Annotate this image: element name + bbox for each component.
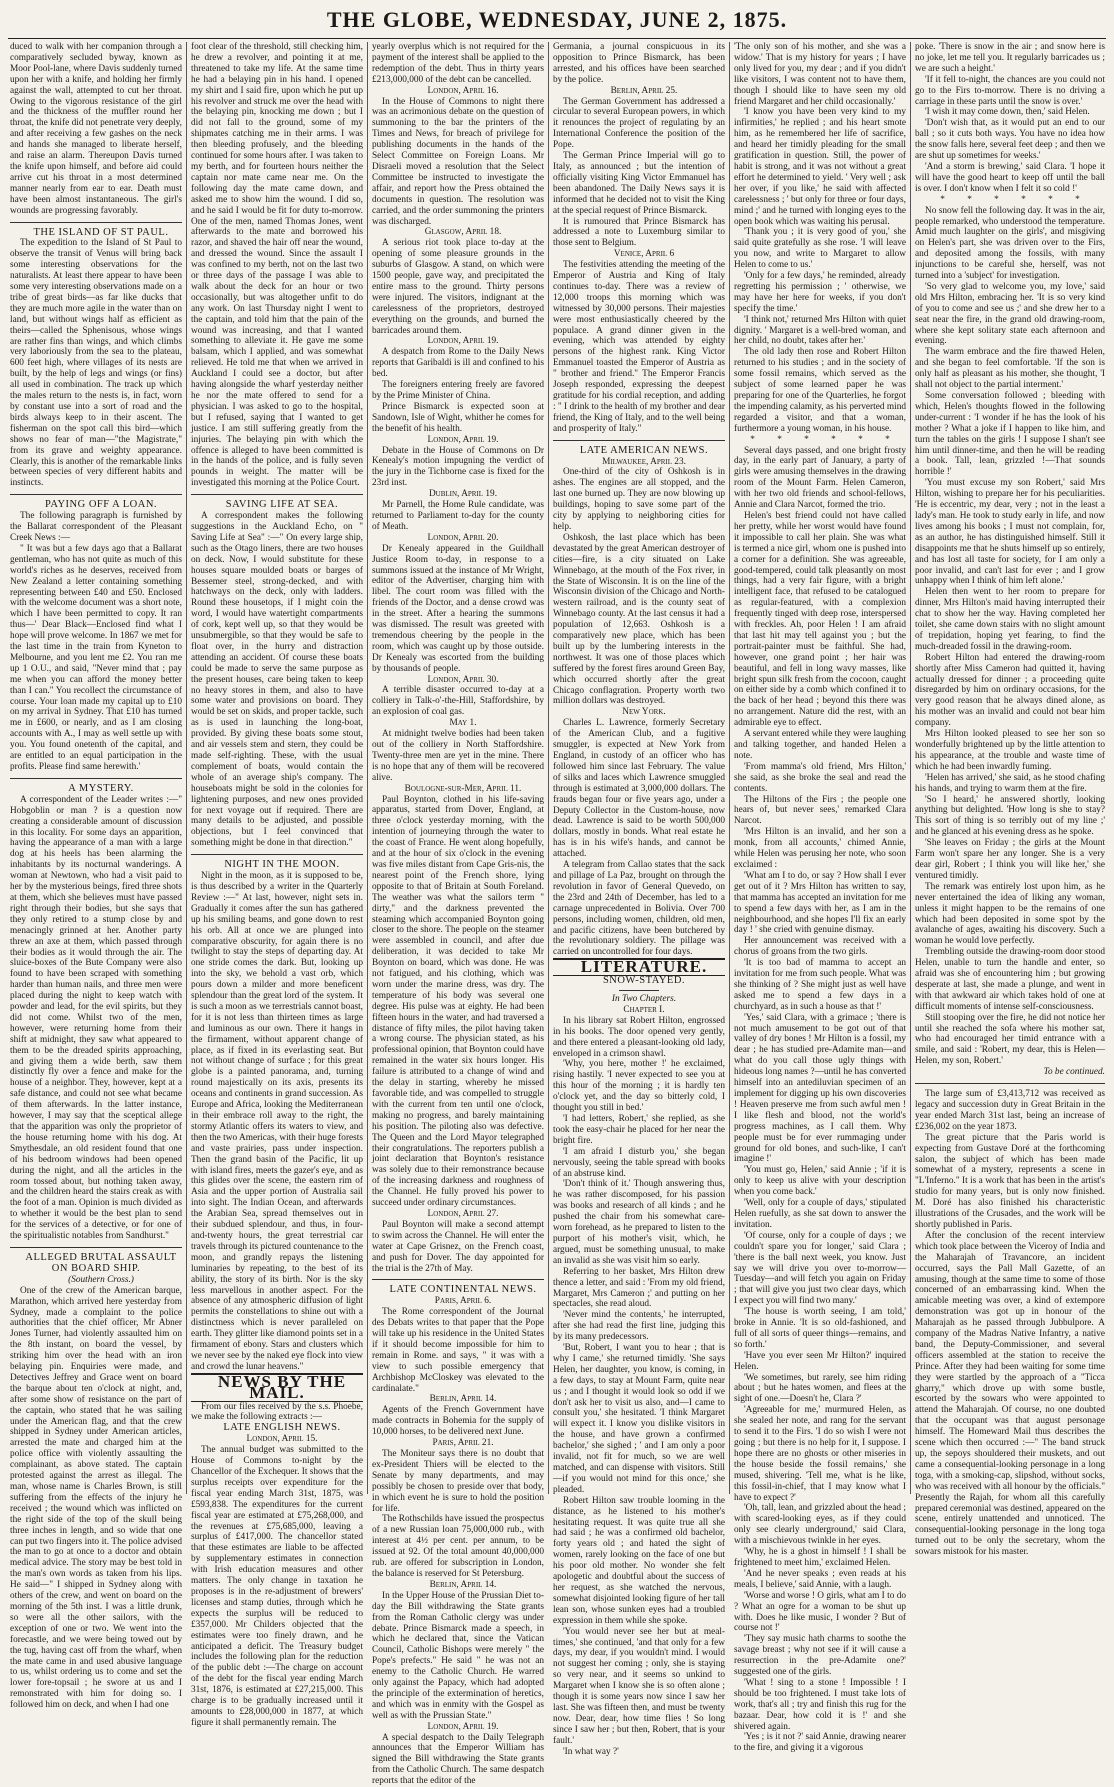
article-text: duced to walk with her companion through a comparatively secluded byway, known as Moor Pool-lane, where Davis suddenly turned upon her with a knife, and holding her firmly against the wall, attempted to cut her throat. Owing to the vigorous resistance of the girl and the thickness of the muffler round her throat, the knife did not penetrate very deeply, and after receiving a few gashes on the neck and hands she managed to liberate herself, and raise an alarm. Thereupon Davis turned the knife upon himself, and before aid could arrive cut his throat in a most determined manner nearly from ear to ear. Death must have been almost instantaneous. The girl's wounds are progressing favorably. xyxy=(10,42,182,216)
article-text: The foreigners entering freely are favored by the Prime Minister of China. xyxy=(372,380,544,401)
divider xyxy=(553,440,725,441)
article-text: 'What ! sing to a stone ! Impossible ! I should be too frightened. I must take lots of work, that's all ; try and finish this rug for the bazaar. Dear, how cold it is !' and she shivered again. xyxy=(734,1677,906,1732)
masthead: THE GLOBE, WEDNESDAY, JUNE 2, 1875. xyxy=(326,7,788,32)
article-text: Paul Boynton will make a second attempt to swim across the Channel. He will enter the water at Cape Grisnez, on the French coast, and push for Dover. The day appointed for the trial is the 27th of May. xyxy=(372,1219,544,1274)
article-text: Helen's best friend could not have called her pretty, while her worst would have found it impossible to call her plain. She was what is termed a nice girl, whom one is pushed into a corner for a definition. She was agreeable, good-tempered, could talk pleasantly on most things, had a very fair figure, with a bright intelligent face, that refused to be catalogued as regular-featured, with a complexion frequently tinged with deep rose, interspersed with freckles. Ah, poor Helen ! I am afraid that last hit may tell against you ; but the portrait-painter must be faithful. She had, however, one grand point ; her hair was beautiful, and fell in long wavy masses, like bright spun silk fresh from the cocoon, caught on either side by a comb which confined it to the back of her head ; beyond this there was no arrangement. Nature did the rest, with an admirable eye to effect. xyxy=(734,510,906,729)
article-text: 'If it fell to-night, the chances are you could not go to the Firs to-morrow. There is no driving a carriage in these parts until the snow is over.' xyxy=(915,74,1105,107)
story-subtitle: In Two Chapters. xyxy=(611,994,677,1005)
article-source: (Southern Cross.) xyxy=(68,1274,134,1285)
article-text: In the Upper House of the Prussian Diet to-day the Bill withdrawing the State grants from the Roman Catholic clergy was under debate. Prince Bismarck made a speech, in which he declared that, since the Vatican Council, Catholic Bishops were merely " the Pope's prefects." He said " he was not an enemy to the Catholic Church. He warred only against the Papacy, which had adopted the principle of the extermination of heretics, and which was in enmity with the Gospel as well as with the Prussian State." xyxy=(372,1590,544,1721)
article-text: A correspondent of the Leader writes :—" Hobgoblin or man ? is a question now creating a considerable amount of discussion in this locality. For some days an apparition, having the appearance of a man with a large dog at his heels has been alarming the inhabitants by its nocturnal wanderings. A woman at Newtown, who had a visit paid to her by the mysterious beings, fired three shots at them, which she believes must have passed right through their bodies, but she says that they only retired to a stump close by and menacingly grinned at her. Another party threw an axe at them, which passed through their bodies as it would through the air. The sluice-boxes of the Bute Company were also found to have been scraped with something harder than human nails, and three men were placed during the night to keep watch with powder and lead, for the evil spirits, but they did not come. Whilst two of the men, however, were returning home from their shift at midnight, they saw what appeared to them to be the dreaded spirits approaching, and giving them a wide berth, saw them distinctly fly over a fence and make for the house of a neighbor. They, however, kept at a safe distance, and could not see what became of them afterwards. In the latter instance, however, I may say that the sceptical allege that the apparition was only the proprietor of the house returning home with his dog. At Smythesdale, an old resident found that one of his bedroom windows had been opened during the night, and all the articles in the room tossed about, but nothing taken away, and the children heard the stairs creak as with the foot of a man. Opinion is much divided as to whether it would be the best plan to send for the services of a detective, or for one of the spiritualistic notables from Sandhurst." xyxy=(10,794,182,1242)
article-text: A serious riot took place to-day at the opening of some pleasure grounds in the suburbs of Glasgow. A stand, on which were 1500 people, gave way, and precipitated the entire mass to the ground. Thirty persons were injured. The visitors, indignant at the carelessness of the proprietors, destroyed everything on the grounds, and burned the barricades around them. xyxy=(372,238,544,336)
article-text: 'In what way ?' xyxy=(563,1746,619,1757)
article-text: poke. 'There is snow in the air ; and snow here is no joke, let me tell you. It regularly barricades us ; we are such a height.' xyxy=(915,42,1105,74)
dateline: Berlin, April 14. xyxy=(429,1579,497,1590)
dateline: London, April 16. xyxy=(427,85,499,96)
article-text: A despatch from Rome to the Daily News reports that Garibaldi is ill and confined to his bed. xyxy=(372,347,544,380)
article-text: The festivities attending the meeting of the Emperor of Austria and King of Italy continues to-day. There was a review of 12,000 troops this morning which was witnessed by 30,000 persons. Their majesties were most enthusiastically cheered by the populace. A grand dinner given in the evening, which was attended by eighty persons of the highest rank. King Victor Emmanuel toasted the Emperor of Austria as " brother and friend." The Emperor Francis Joseph responded, expressing the deepest gratitude for his cordial reception, and adding : " I drink to the health of my brother and dear friend, the King of Italy, and to the well being and prosperity of Italy." xyxy=(553,260,725,434)
column-1 xyxy=(10,42,182,1711)
article-text: 'We sometimes, but rarely, see him riding about ; but he hates women, and flees at the sight of one.—Doesn't he, Clara ?' xyxy=(734,1372,906,1405)
article-text: foot clear of the threshold, still checking him, he drew a revolver, and pointing it at me, threatened to take my life. At the same time he had a belaying pin in his hand. I opened my shirt and I said fire, upon which he put up his revolver and struck me over the head with the belaying pin, knocking me down ; but I did not fall to the ground, some of my shipmates catching me in their arms. I was then bleeding profusely, and the bleeding continued for some hours after. I was taken to my berth, and for fourteen hours neither the captain nor mate came near me. On the following day the mate came down, and asked me to show him the wound. I did so, and he said I would be fit for duty to-morrow. One of the men, named Thomas Jones, went afterwards to the mate and borrowed his razor, and shaved the hair off near the wound, and dressed the wound. Since the assault I was confined to my berth, not on the last two or three days of the passage I was able to walk about the deck for an hour or two occasionally, but was altogether unfit to do any work. On last Thursday night I went to the captain, and told him that the pain of the wound was increasing, and that I wanted something to alleviate it. He gave me some balsam, which I applied, and was somewhat relieved. He told me that when we arrived in Auckland I could see a doctor, but after having alongside the wharf yesterday neither he nor the mate offered to send for a physician. I was asked to go to the hospital, but I refused, saying that I wanted to get justice. I am still suffering greatly from the injuries. The belaying pin with which the offence is alleged to have been committed is in the hands of the police, and is fully seven pounds in weight. The matter will be investigated this morning at the Police Court. xyxy=(191,42,363,489)
article-text: 'I wish it may come down, then,' said Helen. xyxy=(925,107,1090,118)
article-text: At midnight twelve bodies had been taken out of the colliery in North Staffordshire. Twenty-three men are yet in the mine. There is no hope that any of them will be recovered alive. xyxy=(372,729,544,783)
column-rule xyxy=(910,42,911,1494)
article-text: The Hiltons of the Firs ; the people one hears of, but never sees,' remarked Clara Narcot. xyxy=(734,794,906,827)
article-text: 'Why, he is a ghost in himself ! I shall be frightened to meet him,' exclaimed Helen. xyxy=(734,1547,906,1568)
dateline: Berlin, April 14. xyxy=(429,1394,497,1405)
article-text: The great picture that the Paris world is expecting from Gustave Doré at the forthcoming salon, the subject of which has been made somewhat of a mystery, represents a scene in "L'Inferno." It is a work that has been in the artist's studio for many years, but is only now finished. M. Doré has also finished his characteristic illustrations of the Crusades, and the work will be shortly published in Paris. xyxy=(915,1132,1105,1230)
article-text: 'You must excuse my son Robert,' said Mrs Hilton, wishing to prepare her for his peculiarities. 'He is eccentric, my dear, very ; not in the least a lady's man. He took to study early in life, and now lives among his books ; I must not complain, for, as an author, he has distinguished himself. Still it disappoints me that he shuts himself up so entirely, and has lost all taste for society, for I am only a poor invalid, and can't last for ever ; and I grow unhappy when I think of him left alone.' xyxy=(915,478,1105,587)
dateline: London, April 27. xyxy=(427,1208,499,1219)
article-heading: PAYING OFF A LOAN. xyxy=(44,499,158,511)
article-heading: ALLEGED BRUTAL ASSAULT ON BOARD SHIP. xyxy=(25,1251,177,1274)
article-text: A telegram from Callao states that the sack and pillage of La Paz, brought on through the revolution in favor of General Quevedo, on the 23rd and 24th of December, has led to a carnage unprecedented in Bolivia. Over 700 persons, including women, children, old men, and pacific citizens, have been butchered by the revolutionary soldiery. The pillage was carried on uncontrolled for four days. xyxy=(553,860,725,958)
story-title: SNOW-STAYED. xyxy=(602,975,686,987)
article-text: 'Well, only for a couple of days,' stipulated Helen ruefully, as she sat down to answer the invitation. xyxy=(734,1198,906,1230)
article-text: Night in the moon, as it is supposed to be, is thus described by a writer in the Quarterly Review :—" At last, however, night sets in. Gradually it comes after the sun has gathered up his smiling beams, and gone down to rest his orb. All at once we are plunged into comparative obscurity, for again there is no twilight to stay the steps of departing day. At one stride comes the dark. But, looking up into the sky, we behold a vast orb, which pours down a milder and more beneficent splendour than the great lord of the system. It is such a moon as we terrestrials cannot boast, for it is not less than thirteen times as large and luminous as our own. There it hangs in the firmament, without apparent change of place, as if fixed in its everlasting seat. But not without change of surface ; for this great globe is a painted panorama, and, turning round majestically on its axis, presents its oceans and continents in grand succession. As Europe and Africa, looking the Mediterranean in their embrace roll away to the right, the stormy Atlantic offers its waters to view, and then the two Americas, with their huge forests and vaste prairies, pass under inspection. Then the grand basin of the Pacific, lit up with island fires, meets the gazer's eye, and as this glides over the scene, the eastern rim of Asia and the upper portion of Australia sail into sight. The Indian Ocean, and afterwards the Arabian Sea, spread themselves out in their subdued splendour, and thus, in four-and-twenty hours, the great terrestrial car travels through its pictured countenance to the moon, and grandly repays the listening luminaries by repeating, to the best of its ability, the story of its birth. Nor is the sky less marvellous in another aspect. For the absence of any atmospheric diffusion of light permits the constellations to shine out with a distinctness which is never paralleled on earth. They glitter like diamond points set in a firmament of ebony. Stars and clusters which we never see by the naked eye flock into view and crowd the lunar heavens." xyxy=(191,871,363,1372)
article-text: The annual budget was submitted to the House of Commons to-night by the Chancellor of the Exchequer. It shows that the surplus receipts over expenditure for the fiscal year ending March 31st, 1875, was £593,838. The expenditures for the current fiscal year are estimated at £75,268,000, and the revenues at £75,685,000, leaving a surplus of £417,000. The chancellor stated that these estimates are liable to be affected by supplementary estimates in connection with Irish education measures and other matters. The only change in taxation he proposes is in the re-adjustment of brewers' licenses and stamp duties, through which he expects the surplus will be reduced to £357,000. Mr Childers objected that the estimates were too finely drawn, and he anticipated a deficit. The Treasury budget includes the following plan for the reduction of the public debt :—The charge on account of the debt for the fiscal year ending March 31st, 1876, is estimated at £27,215,000. This charge is to be gradually increased until it amounts to £28,000,000 in 1877, at which figure it shall permanently remain. The xyxy=(191,1445,363,1728)
divider xyxy=(10,222,182,223)
chapter-heading: Chapter I. xyxy=(623,1004,665,1015)
article-text: " It was but a few days ago that a Ballarat gentleman, who has not quite as much of this world's riches as he deserves, received from New Zealand a letter containing something representing between £40 and £50. Enclosed with the welcome document was a short note, which I have been permitted to copy. It ran thus—' Dear Black—Enclosed find what I hope will prove welcome. In 1867 we met for the last time in the train from Kyneton to Melbourne, and you lent me £2. You ran me up 1 O.U., and said, "Never mind that ; pay me when you can afford the money better than I can." You recollect the circumstance of course. Your loan made my capital up to £10 on my arrival in Sydney. That £10 has turned me in £600, or nearly, and as I am closing accounts with A., I may as well settle up with you. You found onetenth of the capital, and are entitled to an equal participation in the profits. Please find same herewith.' xyxy=(10,543,182,772)
dateline: Paris, April 6. xyxy=(434,1296,492,1307)
article-text: 'What am I to do, or say ? How shall I ever get out of it ? Mrs Hilton has written to say, that mamma has accepted an invitation for me to spend a few days with her, as I am in the neighbourhood, and she hopes I'll fix an early day ! ' she cried with genuine dismay. xyxy=(734,870,906,936)
article-text: 'Thank you ; it is very good of you,' she said quite gratefully as she rose. 'I will leave you now, and write to Margaret to allow Helen to come to us.' xyxy=(734,227,906,271)
column-2 xyxy=(191,42,363,1728)
dateline: May 1. xyxy=(449,718,477,729)
article-heading: A MYSTERY. xyxy=(68,782,134,794)
article-text: Prince Bismarck is expected soon at Sandown, Isle of Wight, whither he comes for the benefit of his health. xyxy=(372,401,544,434)
article-text: The remark was entirely lost upon him, as he never entertained the idea of liking any woman, unless it might happen to be the remains of one which had been deposited in some spot by the avalanche of ages, awaiting his discovery. Such a woman he would love perfectly. xyxy=(915,881,1105,947)
article-text: 'Agreeable for me,' murmured Helen, as she sealed her note, and rang for the servant to send it to the Firs. 'I do so wish I were not going ; but there is no help for it, I suppose. I hope there are no ghosts or other miseries in the house beside the fossil remains,' she mused, shivering. 'Tell me, what is he like, this fossil-in-chief, that I may know what I have to expect ?' xyxy=(734,1405,906,1503)
section-banner xyxy=(191,1373,363,1402)
article-text: 'Of course, only for a couple of days ; we couldn't spare you for longer,' said Clara ; 'there is the ball next week, you know. Just say we will drive you over to-morrow—Tuesday—and will fetch you again on Friday ; that will give you just two clear days, which I expect you will find two many.' xyxy=(734,1230,906,1307)
column-rule xyxy=(729,42,730,1494)
article-text: 'I think not,' returned Mrs Hilton with quiet dignity. ' Margaret is a well-bred woman, and her child, no doubt, takes after her.' xyxy=(734,314,906,347)
article-text: From our files received by the s.s. Phoebe, we make the following extracts :— xyxy=(191,1401,363,1423)
article-text: 'Yes ; is it not ?' said Annie, drawing nearer to the fire, and giving it a vigorous xyxy=(734,1732,906,1754)
article-text: 'The house is worth seeing, I am told,' broke in Annie. 'It is so old-fashioned, and full of all sorts of queer things—remains, and so forth.' xyxy=(734,1307,906,1350)
article-text: 'And he never speaks ; even reads at his meals, I believe,' said Annie, with a laugh. xyxy=(734,1568,906,1590)
article-text: 'You would never see her but at meal-times,' she continued, 'and that only for a few days, my dear, if you wouldn't mind. I would not suggest her coming ; only, she is staying so very near, and it seems so unkind to Margaret when I know she is so often alone ; though it is some years now since I saw her last. She was fifteen then, and must be twenty now. Dear, dear, how time flies ! So long since I saw her ; but then, Robert, that is your fault.' xyxy=(553,1626,725,1746)
article-text: The old lady then rose and Robert Hilton returned to his studies ; and in the society of some fossil remains, which served as the subject of some learned paper he was preparing for one of the Quarterlies, he forgot the impending calamity, as his perverted mind regarded a visitor, and that a woman, furthermore a young woman, in his house. xyxy=(734,347,906,434)
article-text: 'I had letters, Robert,' she replied, as she took the easy-chair he placed for her near the bright fire. xyxy=(553,1114,725,1146)
article-text: 'Worse and worse ! O girls, what am I to do ? What an ogre for a woman to be shut up with. Does he like music, I wonder ? But of course not !' xyxy=(734,1590,906,1634)
article-text: The German Government has addressed a circular to several European powers, in which it renounces the project of regulating by an International Conference the position of the Pope. xyxy=(553,96,725,151)
article-heading: LATE CONTINENTAL NEWS. xyxy=(389,1284,537,1296)
section-heading: NEWS BY THE MAIL. xyxy=(217,1371,347,1402)
divider xyxy=(10,1247,182,1248)
dateline: Venice, April 6 xyxy=(613,249,675,260)
article-text: 'From mamma's old friend, Mrs Hilton,' she said, as she broke the seal and read the contents. xyxy=(734,761,906,794)
article-text: Referring to her basket, Mrs Hilton drew thence a letter, and said : 'From my old friend, Margaret, Mrs Cameron ;' and putting on her spectacles, she read aloud. xyxy=(553,1266,725,1310)
article-text: Robert Hilton saw trouble looming in the distance, as he listened to his mother's hesitating request. It was quite true all she had said ; he was a confirmed old bachelor, forty years old ; and hated the sight of women, rarely looking on the face of one but his poor old mother. No wonder she felt apologetic and doubtful about the success of her request, as she watched the nervous, somewhat disjointed looking figure of her tall lean son, whose sunken eyes had a troubled expression in them while she spoke. xyxy=(553,1495,725,1626)
article-text: The following paragraph is furnished by the Ballarat correspondent of the Pleasant Creek News :— xyxy=(10,511,182,543)
divider xyxy=(372,1279,544,1280)
article-text: After the conclusion of the recent interview which took place between the Viceroy of India and the Maharajah of Travancore, an incident occurred, says the Pall Mall Gazette, of an amusing, though at the same time to some of those concerned of an embarrassing kind. When the amicable meeting was over, a kind of extempore demonstration was got up in honour of the Maharajah as he passed through Jubbulpore. A company of the Madras Native Infantry, a native band, the Deputy-Commissioner, and several officers assembled at the station to receive the Prince. After they had been waiting for some time they were startled by the approach of a "Ticca gharry," which drove up with some bustle, escorted by the sowars who were appointed to attend the Maharajah. Of course, no one doubted that the occupant was that august personage himself. The Homeward Mail thus describes the scene which then occurred :—" The band struck up, the sepoys shouldered their muskets, and out came a consequential-looking personage in a long toga, with a smoking-cap, slipshod, without socks, who was received with all honour by the officials." Presently the Rajah, for whom all this carefully prepared ceremonial was destined, appeared on the scene, entirely unattended and unnoticed. The consequential-looking personage in the long toga turned out to be only the secretary, whom the sowars mistook for his master. xyxy=(915,1230,1105,1558)
article-text: It is rumoured that Prince Bismarck has addressed a note to Luxemburg similar to those sent to Belgium. xyxy=(553,216,725,249)
article-text: Robert Hilton had entered the drawing-room shortly after Miss Cameron had quitted it, having actually dressed for dinner ; a proceeding quite disregarded by him on ordinary occasions, for the very good reason that he always dined alone, as his mother was an invalid and could not bear him company. xyxy=(915,652,1105,729)
article-text: 'Have you ever seen Mr Hilton?' inquired Helen. xyxy=(734,1350,906,1372)
article-text: In the House of Commons to night there was an acrimonious debate on the question of summoning to the bar the printers of the Times and News, for breach of privilege for publishing documents in the hands of the Select Committee on Foreign Loans. Mr Disraeli moved a resolution that the Select Committee be instructed to investigate the affair, and report how the Press obtained the documents in question. The resolution was carried, and the order summoning the printers was discharged. xyxy=(372,96,544,227)
continued-note: To be continued. xyxy=(1043,1067,1105,1078)
article-text: 'So I heard,' he answered shortly, looking anything but delighted. 'How long is she to stay? This sort of thing is so terribly out of my line ;' and he glanced at his evening dress as he spoke. xyxy=(915,794,1105,838)
column-5 xyxy=(734,42,906,1754)
dateline: Berlin, April 25. xyxy=(610,85,678,96)
column-6 xyxy=(915,42,1105,1558)
article-text: A servant entered while they were laughing and talking together, and handed Helen a note. xyxy=(734,729,906,761)
article-text: 'The only son of his mother, and she was a widow.' That is my history for years ; I have only lived for you, my dear ; and if you didn't like visitors, I was content not to have them, though I should like to have seen my old friend Margaret and her child occasionally.' xyxy=(734,42,906,107)
divider xyxy=(10,494,182,495)
article-text: Her announcement was received with a chorus of groans from the two girls. xyxy=(734,936,906,958)
article-text: Germania, a journal conspicuous in its opposition to Prince Bismarck, has been arrested, and his offices have been searched by the police. xyxy=(553,42,725,85)
dateline: Boulogne-sur-Mer, April 11. xyxy=(404,783,522,794)
article-text: 'And a storm is brewing,' said Clara. 'I hope it will have the good heart to keep off until the ball is over. I don't know when I felt it so cold !' xyxy=(915,161,1105,194)
article-text: A terrible disaster occurred to-day at a colliery in Talk-o'-the-Hill, Staffordshire, by an explosion of coal gas. xyxy=(372,685,544,718)
article-text: 'Never mind the contents,' he interrupted, after she had read the first line, judging this by its many predecessors. xyxy=(553,1310,725,1343)
column-4 xyxy=(553,42,725,1757)
article-heading: SAVING LIFE AT SEA. xyxy=(225,499,339,511)
article-text: The large sum of £3,413,712 was received as legacy and succession duty in Great Britain in the year ended March 31st last, being an increase of £236,002 on the year 1873. xyxy=(915,1089,1105,1132)
article-text: Oshkosh, the last place which has been devastated by the great American destroyer of cities—fire, is a city situated on Lake Winnebago, at the mouth of the Fox river, in the State of Wisconsin. It is on the line of the Wisconsin division of the Chicago and North-western railroad, and is the county seat of Winnebago county. At the last census it had a population of 12,663. Oshkosh is a comparatively new place, which has been built up by the lumbering interests in the northwest. It was one of those places which suffered by the forest fires around Green Bay, which occurred shortly after the great Chicago conflagration. Property worth two million dollars was destroyed. xyxy=(553,532,725,707)
article-text: 'I know you have been very kind to my infirmities,' he replied ; and his heart smote him, as he remembered her life of sacrifice, and heard her timidly pleading for the small gratification in question. Still, the power of habit is strong, and it was not without a great effort he determined to yield. ' Very well ; ask her over, if you like,' he said with affected carelessness ; ' but only for three or four days, mind ;' and he turned with longing eyes to the open book which was waiting his perusal. xyxy=(734,107,906,227)
article-text: 'She leaves on Friday ; the girls at the Mount Farm won't spare her any longer. She is a very dear girl, Robert ; I think you will like her,' she ventured timidly. xyxy=(915,838,1105,881)
article-text: Dr Kenealy appeared in the Guildhall Justice Room to-day, in response to a summons issued at the instance of Mr Wright, editor of the Advertiser, charging him with libel. The court room was filled with the friends of the Doctor, and a dense crowd was in the street. After a hearing the summons was dismissed. The result was greeted with tremendous cheering by the people in the room, which was caught up by those outside. Dr Kenealy was escorted from the building by thousands of people. xyxy=(372,543,544,674)
article-heading: THE ISLAND OF ST PAUL. xyxy=(33,226,169,238)
dateline: New York. xyxy=(622,707,666,718)
article-text: 'Mrs Hilton is an invalid, and her son a monk, from all accounts,' chimed Annie, while Helen was perusing her note, who soon exclaimed : xyxy=(734,827,906,870)
article-text: Several days passed, and one bright frosty day, in the early part of January, a party of girls were amusing themselves in the drawing room of the Mount Farm. Helen Cameron, with her two old friends and school-fellows, Annie and Clara Narcot, formed the trio. xyxy=(734,445,906,511)
article-heading: LATE AMERICAN NEWS. xyxy=(579,444,709,456)
article-text: 'Only for a few days,' he reminded, already regretting his permission ; ' otherwise, we may have her here for weeks, if you don't specify the time.' xyxy=(734,271,906,314)
dateline: Milwaukee, April 23. xyxy=(602,456,686,467)
article-text: 'But, Robert, I want you to hear ; that is why I came,' she returned timidly. 'She says Helen, her daughter, you know, is coming, in a few days, to stay at Mount Farm, quite near us ; and I thought it would look so odd if we don't ask her to visit us also, and—I came to consult you,' she hesitated. 'I think Margaret will expect it. I know you dislike visitors in the house, and have grown a confirmed bachelor,' she sighed ; ' and I am only a poor invalid, not fit for much, so we are well matched, and can dispense with visitors. Still—if you would not mind for this once,' she pleaded. xyxy=(553,1343,725,1495)
article-text: 'Don't think of it.' Though answering thus, he was rather discomposed, for his passion was books and research of all kinds ; and he pushed the chair from his somewhat care-worn forehead, as he prepared to listen to the purport of his mother's visit, which, he argued, must be something unusual, to make an invalid as she was visit him so early. xyxy=(553,1179,725,1266)
article-text: The expedition to the Island of St Paul to observe the transit of Venus will bring back some interesting observations for the naturalists. At least there appear to have been some very interesting observations made on a tribe of great birds—as far like ducks that they are much more agile in the water than on land, but without wings half as efficient as theirs—called the Sphenisous, whose wings are rather fins than wings, and which climbs very laboriously from the sea to the plateau, 600 feet high, where villages of its nests are built, by the help of legs and wings (or fins) all used in combination. The track up which the males return to the nests is, in fact, worn by constant use into a sort of road and the birds always keep to in their ascent. The fisherman on the spot call this bird—which shows no fear of man—"the Magistrate," from its grave and weighty appearance. Clearly, this is another of the remarkable links between species of very different habits and instincts. xyxy=(10,238,182,489)
divider xyxy=(915,1083,1105,1084)
article-text: The Rome correspondent of the Journal des Debats writes to that paper that the Pope will take up his residence in the United States if it should become impossible for him to remain in Rome. and says, " it was with a view to such possible emergency that Archbishop McCloskey was elevated to the cardinalate." xyxy=(372,1307,544,1394)
article-text: 'Don't wish that, as it would put an end to our ball ; so it cuts both ways. You have no idea how the snow falls here, several feet deep ; and then we are shut up sometimes for weeks.' xyxy=(915,118,1105,162)
article-text: The warm embrace and the fire thawed Helen, and she began to feel comfortable. 'If the son is only half as pleasant as his mother, she thought, 'I shall not object to the partial interment.' xyxy=(915,347,1105,391)
article-heading: LATE ENGLISH NEWS. xyxy=(223,1422,341,1434)
dateline: London, April 19. xyxy=(427,1721,499,1732)
dateline: London, April 15. xyxy=(246,1434,318,1445)
dateline: London, April 19. xyxy=(427,434,499,445)
dateline: London, April 19. xyxy=(427,336,499,347)
article-text: Mrs Hilton looked pleased to see her son so wonderfully brightened up by the little attention to his appearance, at the trouble and waste time of which he had been inwardly fuming. xyxy=(915,729,1105,772)
article-text: Mr Parnell, the Home Rule candidate, was returned to Parliament to-day for the county of Meath. xyxy=(372,500,544,532)
column-rule xyxy=(548,42,549,1494)
divider xyxy=(191,854,363,855)
article-text: One of the crew of the American barque, Marathon, which arrived here yesterday from Sydney, made a complaint to the police authorities that the chief officer, Mr Abner Jones Turner, had violently assaulted him on the 8th instant, on board the vessel, by striking him over the head with an iron belaying pin. Enquiries were made, and Detectives Jeffrey and Grace went on board the barque about ten o'clock at night, and, after some show of resistance on the part of the captain, who stated that he was sailing under the American flag, and that the crew shipped in Sydney under American articles, arrested the mate and charged him at the police office with violently assaulting the complainant, as above stated. The captain protested against the arrest as illegal. The man, whose name is Charles Brown, is still suffering from the effects of the injury he received ; the wound which was inflicted on the right side of the top of the skull being three inches in length, and so wide that one can put two fingers into it. The police advised the man to go at once to a doctor and obtain medical advice. The story may be best told in the man's own words as taken from his lips. He said—" I shipped in Sydney along with others of the crew, and went on board on the morning of the 5th inst. I was a little drunk, so were all the other sailors, with the exception of one or two. We went into the forecastle, and we were being towed out by the tug, having cast off from the wharf, when the mate came in and used abusive language to us, whilst ordering us to come and set the lower fore-topsail ; he swore at us and I remonstrated with him for doing so. I followed him on deck, and when I had one xyxy=(10,1285,182,1711)
article-text: No snow fell the following day. It was in the air, people remarked, who understood the temperature. Amid much laughter on the girls', and misgiving on Helen's part, she was driven over to the Firs, and deposited among the fossils, with many injunctions to be careful she, herself, was not turned into a 'subject' for investigation. xyxy=(915,205,1105,282)
article-text: 'They say music hath charms to soothe the savage breast ; why not see if it will cause a resurrection in the pre-Adamite one?' suggested one of the girls. xyxy=(734,1634,906,1678)
article-text: The Rothschilds have issued the prospectus of a new Russian loan 75,000,000 rub., with interest at 4½ per cent. per annum, to be issued at 92. Of the total amount 40,000,000 rub. are offered for subscription in London, the balance is reserved for St Petersburg. xyxy=(372,1514,544,1579)
article-text: Trembling outside the drawing-room door stood Helen, unable to turn the handle and enter, so afraid was she of encountering him ; but growing desperate at last, she made a plunge, and went in with that awkward air which takes hold of one at difficult moments of intense self-consciousness. xyxy=(915,947,1105,1012)
dateline: Glasgow, April 18. xyxy=(424,227,502,238)
article-text: The German Prince Imperial will go to Italy, as announced ; but the intention of officially visiting King Victor Emmanuel has been abandoned. The Daily News says it is informed that he decided not to visit the King at the special request of Prince Bismarck. xyxy=(553,151,725,216)
article-text: The Moniteur says there is no doubt that ex-President Thiers will be elected to the Senate by many departments, and may possibly be chosen to preside over that body, in which event he is sure to hold the position for life. xyxy=(372,1449,544,1514)
article-text: 'Yes,' said Clara, with a grimace ; 'there is not much amusement to be got out of that valley of dry bones ! Mr Hilton is a fossil, my dear ; he has studied pre-Adamite man—and what do you call those ugly things with hideous long names ?—until he has converted himself into an antediluvian specimen of an implement for digging up his own discoveries ! Heaven preserve me from such awful men ! I like flesh and blood, not the world's progress machines, as I call them. Why people must be for ever rummaging under ground for old bones, and such-like, I can't imagine !' xyxy=(734,1012,906,1165)
dateline: Dublin, April 19. xyxy=(428,489,498,500)
section-heading: LITERATURE. xyxy=(580,957,708,977)
article-text: 'Why, you here, mother !' he exclaimed, rising hastily. 'I never expected to see you at this hour of the morning ; it is hardly ten o'clock yet, and the day so bitterly cold, I thought you still in bed.' xyxy=(553,1059,725,1114)
article-text: 'So very glad to welcome you, my love,' said old Mrs Hilton, embracing her. 'It is so very kind of you to come and see us ;' and she drew her to a seat near the fire, in the grand old drawing-room, where she kept solitary state each afternoon and evening. xyxy=(915,281,1105,347)
article-text: 'Oh, tall, lean, and grizzled about the head ; with scared-looking eyes, as if they could only see clearly underground,' said Clara, with a mischievous twinkle in her eyes. xyxy=(734,1503,906,1547)
masthead-rule xyxy=(8,38,1106,39)
article-heading: NIGHT IN THE MOON. xyxy=(224,859,340,871)
article-text: Charles L. Lawrence, formerly Secretary of the American Club, and a fugitive smuggler, is expected at New York from England, in custody of an officer who has followed him since last February. The value of silks and laces which Lawrence smuggled through is estimated at 3,000,000 dollars. The frauds began four or five years ago, under a Deputy Collector in the Custom-house, now dead. Lawrence is said to be worth 500,000 dollars, mostly in bonds. What real estate he has is in his wife's hands, and cannot be attached. xyxy=(553,718,725,860)
dateline: London, April 20. xyxy=(427,532,499,543)
article-text: In his library sat Robert Hilton, engrossed in his books. The door opened very gently, and there entered a pleasant-looking old lady, enveloped in a crimson shawl. xyxy=(553,1015,725,1059)
article-text: Agents of the French Government have made contracts in Bohemia for the supply of 10,000 horses, to be delivered next June. xyxy=(372,1405,544,1438)
article-text: 'You must go, Helen,' said Annie ; 'if it is only to keep us alive with your description when you come back.' xyxy=(734,1165,906,1198)
column-3 xyxy=(372,42,544,1787)
article-text: A correspondent makes the following suggestions in the Auckland Echo, on " Saving Life at Sea" :—" On every large ship, such as the Otago liners, there are two houses on deck. Now, I would substitute for these houses square moulded boats or barges of Bessemer steel, strong-decked, and with hatchways on the deck, only with ladders. Round these housetops, if I might coin the word, I would have watertight compartments of cork, kept well up, so that they would be unsubmergible, so that they would be safe to float over, in the hurry and distraction attending an accident. Of course these boats could be made to serve the same purpose as the present houses, care being taken to keep no heavy stores in them, and also to have some water and provisions on board. They would be set on skids, and proper tackle, such as is used in launching the long-boat, provided. By giving these boats some stout, and air vessels stem and stern, they could be made self-righting. These, with the usual complement of boats, would contain the whole of an average ship's company. The houseboats might be sold in the colonies for lightening purposes, and new ones provided for next voyage out if required. There are many details to be adjusted, and possible objections, but I feel convinced that something might be done in that direction." xyxy=(191,511,363,849)
column-rule xyxy=(367,42,368,1494)
article-text: 'Helen has arrived,' she said, as he stood chafing his hands, and trying to warm them at the fire. xyxy=(915,772,1105,794)
article-text: Still stooping over the fire, he did not notice her until she reached the sofa where his mother sat, who had encouraged her timid entrance with a smile, and said : 'Robert, my dear, this is Helen—Helen, my son, Robert.' xyxy=(915,1012,1105,1067)
dateline: Paris, April 21. xyxy=(432,1438,494,1449)
article-text: Debate in the House of Commons on Dr Kenealy's motion impugning the verdict of the jury in the Tichborne case is fixed for the 23rd inst. xyxy=(372,445,544,489)
divider xyxy=(191,494,363,495)
divider xyxy=(10,778,182,779)
article-text: 'It is too bad of mamma to accept an invitation for me from such people. What was she thinking of ? She might just as well have asked me to spend a few days in a churchyard, as in such a house as that !' xyxy=(734,958,906,1012)
article-text: yearly overplus which is not required for the payment of the interest shall be applied to the redemption of the debt. Thus in thirty years £213,000,000 of the debt can be cancelled. xyxy=(372,42,544,85)
section-banner xyxy=(553,958,725,976)
article-text: Helen then went to her room to prepare for dinner, Mrs Hilton's maid having interrupted their chat to show her the way. Having completed her toilet, she came down stairs with no slight amount of trepidation, hoping yet fearing, to find the much-dreaded fossil in the drawing-room. xyxy=(915,587,1105,652)
section-break: * * * * * * xyxy=(750,434,900,445)
article-text: Paul Boynton, clothed in his life-saving apparatus, started from Dover, England, at three o'clock yesterday morning, with the intention of journeying through the water to the coast of France. He went along hopefully, and at the hour of six o'clock in the evening was five miles distant from Cape Gris-nis, the nearest point of the French shore, lying opposite to that of Britain at South Foreland. The weather was what the sailors term " dirty," and the darkness prevented the steaming which accompanied Boynton going closer to the shore. The people on the steamer were assembled in council, and after due deliberation, it was decided to take Mr Boynton on board, which was done. He was not fatigued, and his clothing, which was worn under the marine dress, was dry. The temperature of his body was several one degree. His pulse was at eighty. He had been fifteen hours in the water, and had traversed a distance of fifty miles, the pilot having taken a wrong course. The physician stated, as his professional opinion, that Boynton could have remained in the water six hours longer. His failure is attributed to a change of wind and the delay in starting, whereby he missed favorable tide, and was compelled to struggle with the current from ten until one o'clock, making no progress, and barely maintaining his position. The piloting also was defective. The Queen and the Lord Mayor telegraphed their congratulations. The reporters publish a joint declaration that Boynton's resistance was solely due to their remonstrance because of the increasing darkness and roughness of the Channel. He fully proved his power to succeed under ordinary circumstances. xyxy=(372,794,544,1209)
article-text: 'I am afraid I disturb you,' she began nervously, seeing the table spread with books of an abstruse kind. xyxy=(553,1146,725,1179)
article-text: One-third of the city of Oshkosh is in ashes. The engines are all stopped, and the last one burned up. They are now blowing up buildings, hoping to save some part of the city by applying to neighboring cities for help. xyxy=(553,467,725,532)
divider xyxy=(619,990,659,991)
section-break: * * * * * * xyxy=(940,194,1090,205)
dateline: London, April 30. xyxy=(427,674,499,685)
article-text: A special despatch to the Daily Telegraph announces that the Emperor William has signed the Bill withdrawing the State grants from the Catholic Church. The same despatch reports that the editor of the xyxy=(372,1732,544,1787)
column-rule xyxy=(186,42,187,1494)
article-text: Some conversation followed ; bleeding with which, Helen's thoughts flowed in the following under-current : 'I wonder if he has the look of his mother ? What a joke if I happen to like him, and turn the tables on the girls ! I suppose I shan't see him until dinner-time, and then he will be reading a book. Tall, lean, grizzled !—That sounds horrible !' xyxy=(915,391,1105,478)
